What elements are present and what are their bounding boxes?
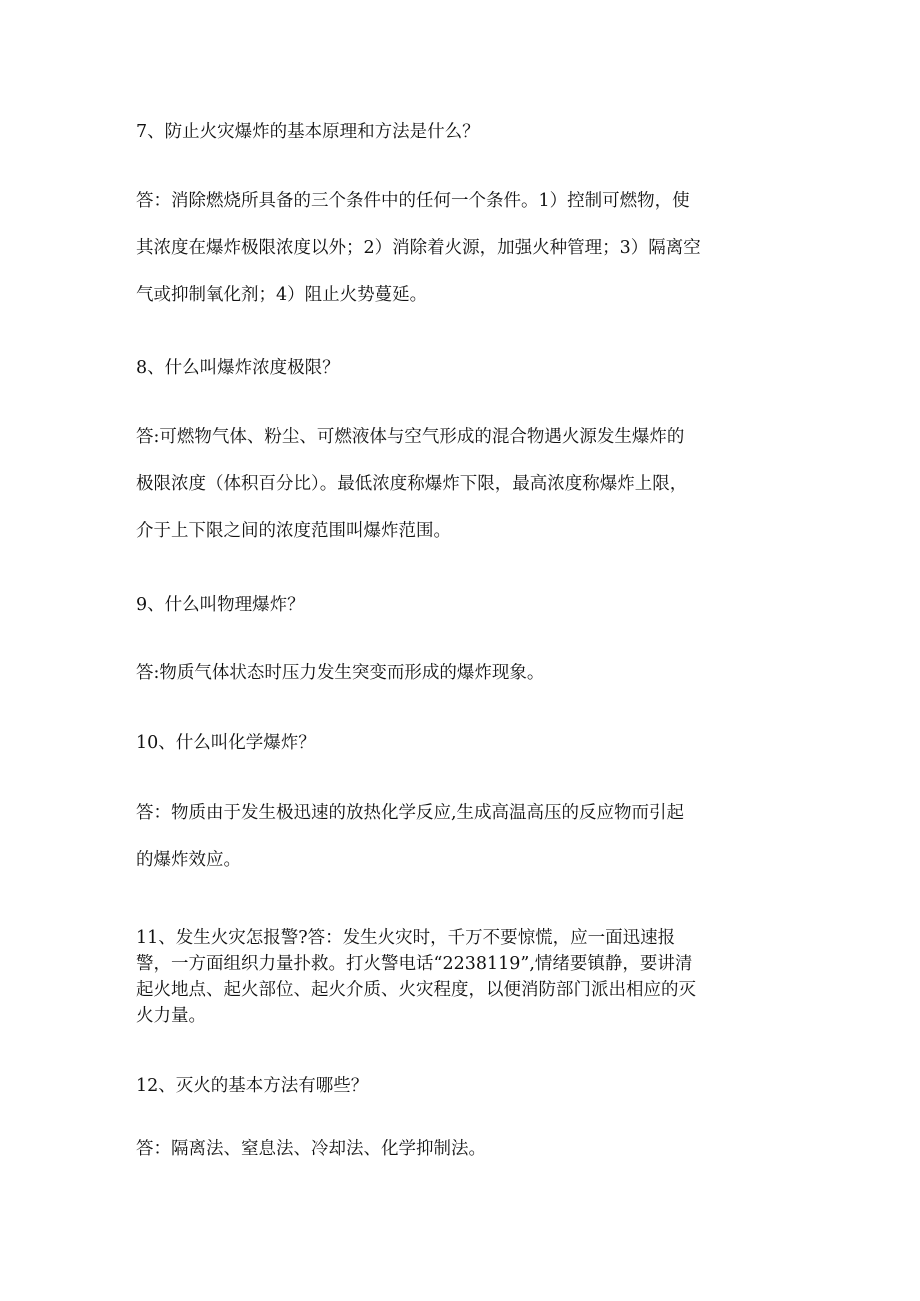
answer-12 xyxy=(136,1136,786,1162)
answer-9 xyxy=(136,660,786,686)
question-12-text: 12、灭火的基本方法有哪些？ xyxy=(136,1076,369,1096)
answer-9-text: 答:物质气体状态时压力发生突变而形成的爆炸现象。 xyxy=(136,663,545,683)
answer-7 xyxy=(136,178,786,319)
answer-8-line-3: 介于上下限之间的浓度范围叫爆炸范围。 xyxy=(136,521,451,541)
question-8-text: 8、什么叫爆炸浓度极限？ xyxy=(136,358,340,378)
question-12 xyxy=(136,1073,786,1099)
question-10 xyxy=(136,730,786,756)
answer-12-text: 答：隔离法、窒息法、冷却法、化学抑制法。 xyxy=(136,1139,486,1159)
answer-7-line-2: 其浓度在爆炸极限浓度以外；2）消除着火源，加强火种管理；3）隔离空 xyxy=(136,238,701,258)
answer-10-line-1: 答：物质由于发生极迅速的放热化学反应,生成高温高压的反应物而引起 xyxy=(136,803,685,823)
question-10-text: 10、什么叫化学爆炸？ xyxy=(136,733,316,753)
answer-8 xyxy=(136,414,786,555)
question-11-line-3: 起火地点、起火部位、起火介质、火灾程度，以便消防部门派出相应的灭 xyxy=(136,980,696,1000)
question-11-line-1: 11、发生火灾怎报警?答：发生火灾时，千万不要惊慌，应一面迅速报 xyxy=(136,928,676,948)
question-7 xyxy=(136,119,786,145)
answer-8-line-1: 答:可燃物气体、粉尘、可燃液体与空气形成的混合物遇火源发生爆炸的 xyxy=(136,427,685,447)
question-11 xyxy=(136,925,786,1029)
question-7-text: 7、防止火灾爆炸的基本原理和方法是什么？ xyxy=(136,122,480,142)
question-9-text: 9、什么叫物理爆炸？ xyxy=(136,595,305,615)
answer-10 xyxy=(136,790,786,884)
question-11-line-4: 火力量。 xyxy=(136,1006,206,1026)
answer-8-line-2: 极限浓度（体积百分比）。最低浓度称爆炸下限，最高浓度称爆炸上限， xyxy=(136,474,688,494)
question-9 xyxy=(136,592,786,618)
answer-7-line-3: 气或抑制氧化剂；4）阻止火势蔓延。 xyxy=(136,285,428,305)
question-8 xyxy=(136,355,786,381)
answer-10-line-2: 的爆炸效应。 xyxy=(136,850,241,870)
question-11-line-2: 警，一方面组织力量扑救。打火警电话“2238119”,情绪要镇静，要讲清 xyxy=(136,954,693,974)
answer-7-line-1: 答：消除燃烧所具备的三个条件中的任何一个条件。1）控制可燃物，使 xyxy=(136,191,690,211)
